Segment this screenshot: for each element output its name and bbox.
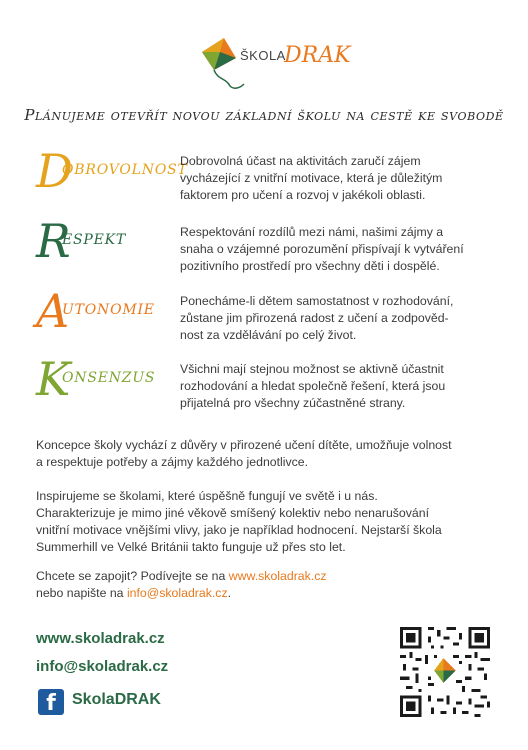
description-line: Všichni mají stejnou možnost se aktivně účastnit xyxy=(180,362,444,376)
pillar-word: UTONOMIE xyxy=(62,302,155,318)
pillar-initial: R xyxy=(36,214,71,268)
pillar-dobrovolnost xyxy=(36,144,188,212)
description-line: Respektování rozdílů mezi námi, našimi zájmy a xyxy=(180,225,444,239)
facebook-name[interactable]: SkolaDRAK xyxy=(72,691,161,708)
pillar-initial: A xyxy=(36,284,70,338)
contact-email[interactable]: info@skoladrak.cz xyxy=(36,658,169,675)
kite-icon xyxy=(196,30,351,92)
pillar-description-konsenzus xyxy=(180,361,490,412)
contact-website[interactable]: www.skoladrak.cz xyxy=(36,630,165,647)
description-line: rozhodování a hledat společně řešení, která jsou xyxy=(180,379,446,393)
pillar-respekt xyxy=(36,214,176,282)
description-line: vycházející z vnitřní motivace, která je důležitým xyxy=(180,171,443,185)
description-line: nost za vzdělávání po celý život. xyxy=(180,328,357,342)
logo-prefix: ŠKOLA xyxy=(240,48,286,63)
sentence-end: . xyxy=(227,586,232,600)
logo-name: DRAK xyxy=(284,43,351,68)
description-line: zůstane jim přirozená radost z učení a zodpověd- xyxy=(180,311,449,325)
email-link[interactable]: info@skoladrak.cz xyxy=(126,586,228,600)
headline: Plánujeme otevřít novou základní školu na cestě ke svobodě xyxy=(24,106,504,124)
paragraph-join xyxy=(36,568,496,602)
join-text: Chcete se zapojit? Podívejte se na xyxy=(36,569,229,583)
pillar-initial: K xyxy=(36,352,71,406)
description-line: přijatelná pro všechny zúčastněné strany. xyxy=(180,396,406,410)
paragraph-line: a respektuje potřeby a zájmy každého jednotlivce. xyxy=(36,455,309,469)
website-link[interactable]: www.skoladrak.cz xyxy=(228,569,327,583)
pillar-word: ONSENZUS xyxy=(62,370,156,386)
description-line: pozitivního prostředí pro všechny děti i dospělé. xyxy=(180,259,440,273)
paragraph-concept xyxy=(36,437,496,471)
description-line: snaha o vzájemné porozumění přispívají k vytváření xyxy=(180,242,464,256)
pillar-word: OBROVOLNOST xyxy=(62,162,188,178)
pillar-description-autonomie xyxy=(180,293,490,344)
pillar-description-respekt xyxy=(180,224,490,275)
paragraph-line: vnitřní motivace vnějšími vlivy, jako je například hodnocení. Nejstarší škola xyxy=(36,523,442,537)
school-logo xyxy=(196,30,351,92)
pillar-autonomie xyxy=(36,284,176,352)
pillar-konsenzus xyxy=(36,352,176,420)
paragraph-line: Koncepce školy vychází z důvěry v přirozené učení dítěte, umožňuje volnost xyxy=(36,438,452,452)
paragraph-line xyxy=(36,585,496,602)
pillar-initial: D xyxy=(36,144,73,198)
write-text: nebo napište na xyxy=(36,586,127,600)
qr-code-icon xyxy=(400,627,490,717)
description-line: Ponecháme-li dětem samostatnost v rozhodování, xyxy=(180,294,454,308)
description-line: faktorem pro učení a rozvoj v jakékoli oblasti. xyxy=(180,188,426,202)
paragraph-inspiration xyxy=(36,488,496,556)
paragraph-line: Inspirujeme se školami, které úspěšně fungují ve světě i u nás. xyxy=(36,489,378,503)
paragraph-line: Charakterizuje je mimo jiné věkově smíšený kolektiv nebo nenarušování xyxy=(36,506,430,520)
facebook-icon[interactable]: f xyxy=(38,689,64,715)
pillar-word: ESPEKT xyxy=(62,232,127,248)
pillar-description-dobrovolnost xyxy=(180,153,490,204)
paragraph-line xyxy=(36,568,496,585)
paragraph-line: Summerhill ve Velké Británii takto funguje už přes sto let. xyxy=(36,540,346,554)
description-line: Dobrovolná účast na aktivitách zaručí zájem xyxy=(180,154,421,168)
